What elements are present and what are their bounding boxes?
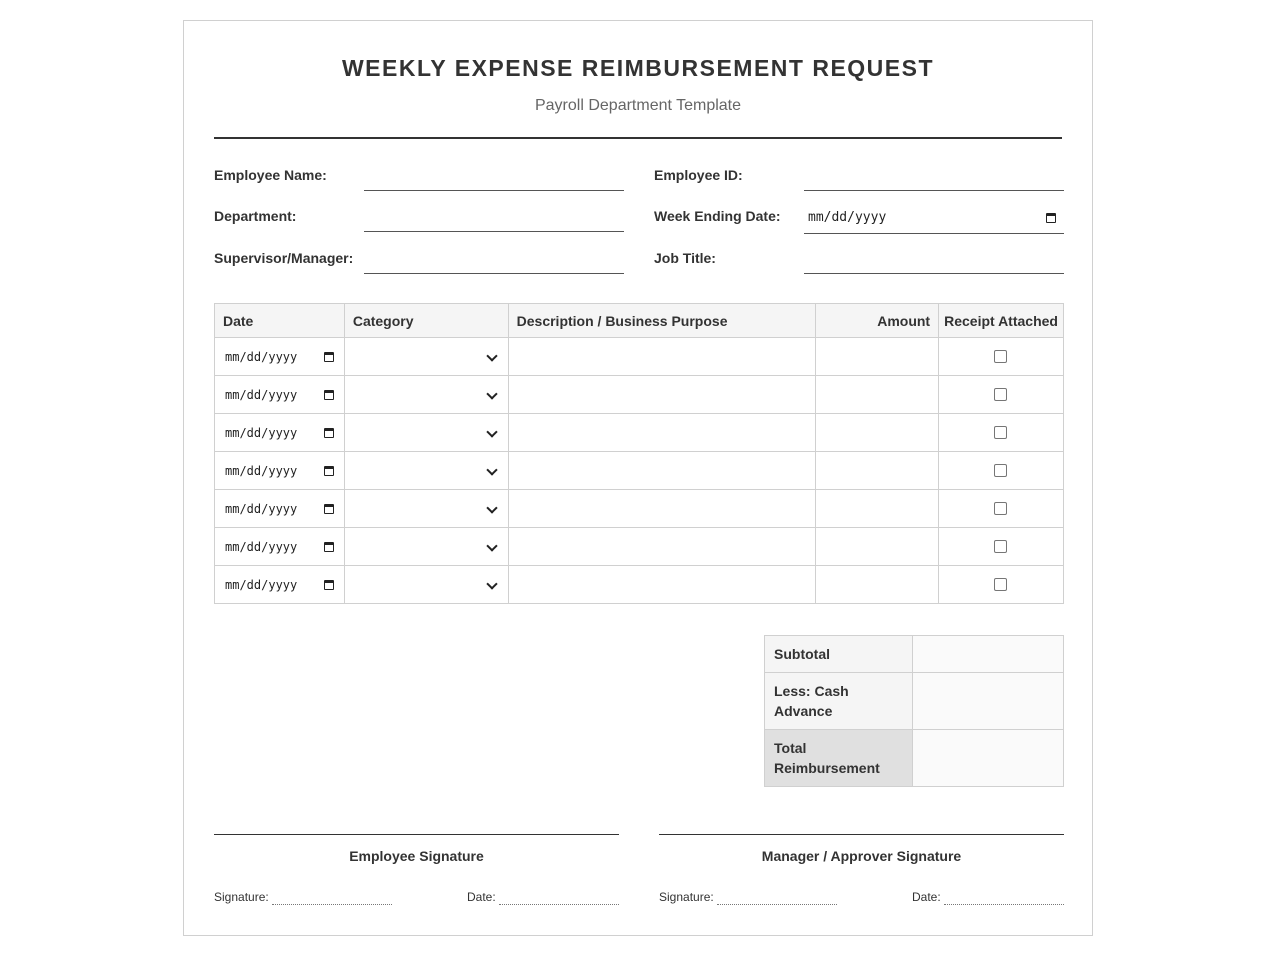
table-row <box>215 528 1064 566</box>
job-title-row <box>654 242 1064 274</box>
row-category-select[interactable] <box>344 414 508 452</box>
total-reimbursement-label: Total Reimbursement <box>765 730 913 787</box>
employee-name-input[interactable] <box>364 161 624 191</box>
table-row <box>215 414 1064 452</box>
cash-advance-row <box>765 673 1064 730</box>
row-date-cell <box>215 452 345 490</box>
row-description-input[interactable] <box>508 566 816 604</box>
header-amount: Amount <box>816 304 939 338</box>
total-reimbursement-value[interactable] <box>913 730 1064 787</box>
row-description-input[interactable] <box>508 528 816 566</box>
chevron-down-icon <box>486 540 497 551</box>
row-date-placeholder: mm/dd/yyyy <box>225 350 298 364</box>
row-date-input[interactable] <box>225 528 334 565</box>
row-date-input[interactable] <box>225 566 334 603</box>
row-date-input[interactable] <box>225 490 334 527</box>
subtotal-value[interactable] <box>913 636 1064 673</box>
calendar-icon[interactable] <box>1046 213 1056 223</box>
receipt-checkbox[interactable] <box>994 350 1007 363</box>
employee-id-label: Employee ID: <box>654 167 743 183</box>
row-date-cell <box>215 490 345 528</box>
department-row <box>214 200 624 232</box>
row-category-select[interactable] <box>344 528 508 566</box>
receipt-checkbox[interactable] <box>994 464 1007 477</box>
row-date-cell <box>215 528 345 566</box>
supervisor-label: Supervisor/Manager: <box>214 250 354 266</box>
manager-date-label: Date: <box>912 890 941 904</box>
row-description-input[interactable] <box>508 414 816 452</box>
header-receipt: Receipt Attached <box>939 304 1064 338</box>
row-date-cell <box>215 376 345 414</box>
row-description-input[interactable] <box>508 490 816 528</box>
chevron-down-icon <box>486 426 497 437</box>
cash-advance-label: Less: Cash Advance <box>765 673 913 730</box>
row-amount-input[interactable] <box>816 490 939 528</box>
row-date-input[interactable] <box>225 376 334 413</box>
expense-table <box>214 303 1064 604</box>
row-receipt-cell <box>939 490 1064 528</box>
calendar-icon[interactable] <box>324 504 334 514</box>
week-ending-date-placeholder: mm/dd/yyyy <box>808 210 887 225</box>
row-date-cell <box>215 566 345 604</box>
receipt-checkbox[interactable] <box>994 426 1007 439</box>
row-receipt-cell <box>939 528 1064 566</box>
manager-signature-field[interactable] <box>717 904 837 905</box>
chevron-down-icon <box>486 578 497 589</box>
row-date-placeholder: mm/dd/yyyy <box>225 578 298 592</box>
row-category-select[interactable] <box>344 452 508 490</box>
header-date: Date <box>215 304 345 338</box>
row-date-cell <box>215 414 345 452</box>
row-date-cell <box>215 338 345 376</box>
table-row <box>215 566 1064 604</box>
employee-id-input[interactable] <box>804 161 1064 191</box>
table-row <box>215 490 1064 528</box>
week-ending-row <box>654 200 1064 232</box>
row-date-input[interactable] <box>225 338 334 375</box>
employee-date-field[interactable] <box>499 904 619 905</box>
form-subtitle: Payroll Department Template <box>534 97 742 114</box>
subtotal-row <box>765 636 1064 673</box>
chevron-down-icon <box>486 464 497 475</box>
row-description-input[interactable] <box>508 376 816 414</box>
supervisor-row <box>214 242 624 274</box>
employee-name-label: Employee Name: <box>214 167 327 183</box>
row-amount-input[interactable] <box>816 566 939 604</box>
total-reimbursement-row <box>765 730 1064 787</box>
expense-table-header <box>215 304 1064 338</box>
job-title-label: Job Title: <box>654 250 716 266</box>
supervisor-input[interactable] <box>364 244 624 274</box>
employee-name-row <box>214 159 624 191</box>
receipt-checkbox[interactable] <box>994 578 1007 591</box>
receipt-checkbox[interactable] <box>994 388 1007 401</box>
calendar-icon[interactable] <box>324 542 334 552</box>
row-receipt-cell <box>939 338 1064 376</box>
receipt-checkbox[interactable] <box>994 540 1007 553</box>
manager-signature-block <box>659 834 1064 914</box>
row-amount-input[interactable] <box>816 528 939 566</box>
employee-signature-caption: Employee Signature <box>349 848 484 864</box>
department-label: Department: <box>214 208 297 224</box>
form-page <box>183 20 1093 936</box>
manager-signature-caption: Manager / Approver Signature <box>761 848 962 864</box>
row-receipt-cell <box>939 452 1064 490</box>
row-receipt-cell <box>939 376 1064 414</box>
form-title: WEEKLY EXPENSE REIMBURSEMENT REQUEST <box>341 55 935 81</box>
totals-table <box>764 635 1064 787</box>
week-ending-date-input[interactable] <box>804 202 1064 234</box>
row-description-input[interactable] <box>508 338 816 376</box>
employee-signature-label: Signature: <box>214 890 269 904</box>
row-date-placeholder: mm/dd/yyyy <box>225 464 298 478</box>
employee-id-row <box>654 159 1064 191</box>
calendar-icon[interactable] <box>324 352 334 362</box>
receipt-checkbox[interactable] <box>994 502 1007 515</box>
row-description-input[interactable] <box>508 452 816 490</box>
table-row <box>215 376 1064 414</box>
header-category: Category <box>344 304 508 338</box>
department-input[interactable] <box>364 202 624 232</box>
employee-signature-line <box>214 834 619 835</box>
subtotal-label: Subtotal <box>765 636 913 673</box>
manager-signature-label: Signature: <box>659 890 714 904</box>
chevron-down-icon <box>486 388 497 399</box>
employee-signature-block <box>214 834 619 914</box>
row-receipt-cell <box>939 414 1064 452</box>
header-divider <box>214 137 1062 139</box>
row-amount-input[interactable] <box>816 414 939 452</box>
row-date-placeholder: mm/dd/yyyy <box>225 426 298 440</box>
employee-date-label: Date: <box>467 890 496 904</box>
row-receipt-cell <box>939 566 1064 604</box>
manager-date-field[interactable] <box>944 904 1064 905</box>
row-category-select[interactable] <box>344 490 508 528</box>
calendar-icon[interactable] <box>324 580 334 590</box>
manager-signature-line <box>659 834 1064 835</box>
header-description: Description / Business Purpose <box>508 304 816 338</box>
row-category-select[interactable] <box>344 338 508 376</box>
row-amount-input[interactable] <box>816 452 939 490</box>
row-category-select[interactable] <box>344 376 508 414</box>
row-date-placeholder: mm/dd/yyyy <box>225 502 298 516</box>
row-category-select[interactable] <box>344 566 508 604</box>
row-date-placeholder: mm/dd/yyyy <box>225 540 298 554</box>
cash-advance-value[interactable] <box>913 673 1064 730</box>
job-title-input[interactable] <box>804 244 1064 274</box>
calendar-icon[interactable] <box>324 466 334 476</box>
calendar-icon[interactable] <box>324 428 334 438</box>
table-row <box>215 338 1064 376</box>
row-date-input[interactable] <box>225 452 334 489</box>
chevron-down-icon <box>486 502 497 513</box>
week-ending-label: Week Ending Date: <box>654 208 781 224</box>
calendar-icon[interactable] <box>324 390 334 400</box>
row-date-placeholder: mm/dd/yyyy <box>225 388 298 402</box>
employee-signature-field[interactable] <box>272 904 392 905</box>
table-row <box>215 452 1064 490</box>
row-amount-input[interactable] <box>816 338 939 376</box>
row-date-input[interactable] <box>225 414 334 451</box>
chevron-down-icon <box>486 350 497 361</box>
row-amount-input[interactable] <box>816 376 939 414</box>
